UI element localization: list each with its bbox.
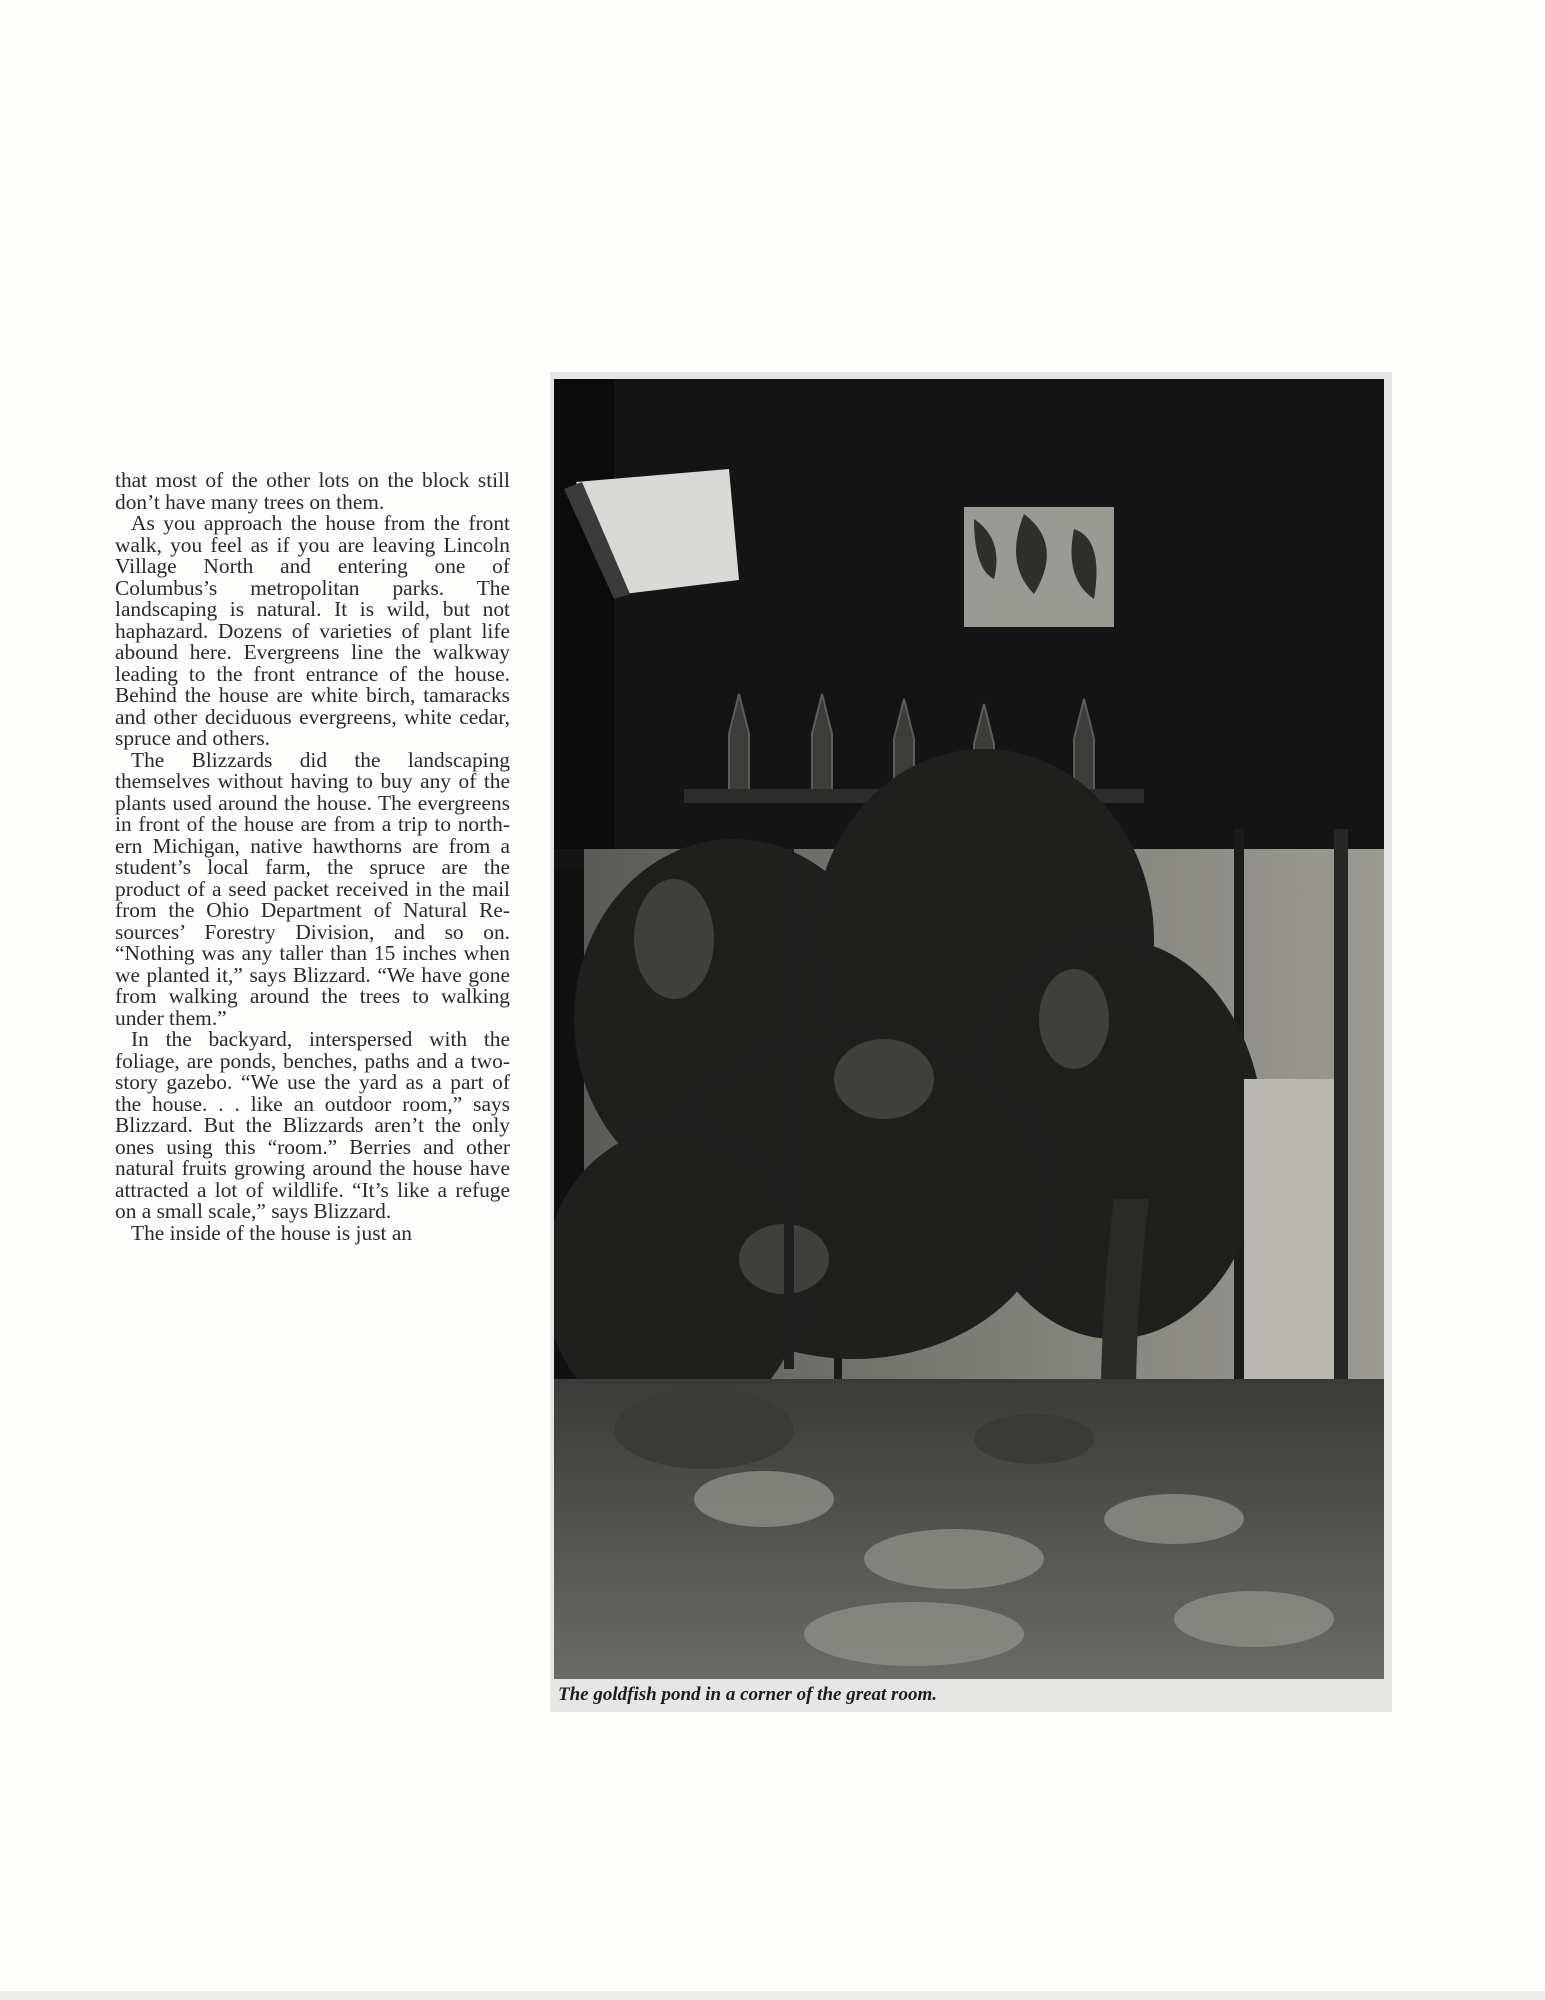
scan-edge bbox=[0, 1991, 1545, 2000]
figure bbox=[550, 372, 1392, 1712]
photograph-goldfish-pond bbox=[554, 379, 1384, 1679]
figure-caption: The goldfish pond in a corner of the great room. bbox=[558, 1684, 937, 1705]
article-paragraph-2: As you approach the house from the front walk, you feel as if you are leaving Lincoln Village North and entering one of Columbus’s metropolitan parks. The landscaping is natural. It is wild, but not haphazard. Dozens of varieties of plant life abound here. Evergreens line the walkway leading to the front entrance of the house. Behind the house are white birch, tamaracks and other deciduous evergreens, white cedar, spruce and others. bbox=[115, 511, 510, 750]
article-column bbox=[115, 470, 510, 1244]
article-paragraph-3: The Blizzards did the landscaping themselves without having to buy any of the plants used around the house. The evergreens in front of the house are from a trip to northern Michigan, native hawthorns are from a student’s local farm, the spruce are the product of a seed packet received in the mail from the Ohio Department of Natural Resources’ Forestry Division, and so on. “Nothing was any taller than 15 inches when we planted it,” says Blizzard. “We have gone from walking around the trees to walking under them.” bbox=[115, 747, 510, 1030]
article-paragraph-4: In the backyard, interspersed with the foliage, are ponds, benches, paths and a two-story gazebo. “We use the yard as a part of the house. . . like an outdoor room,” says Blizzard. But the Blizzards aren’t the only ones using this “room.” Berries and other natural fruits growing around the house have attracted a lot of wildlife. “It’s like a refuge on a small scale,” says Blizzard. bbox=[115, 1027, 510, 1223]
article-paragraph-1: that most of the other lots on the block still don’t have many trees on them. bbox=[115, 468, 510, 514]
article-paragraph-5: The inside of the house is just an bbox=[131, 1220, 413, 1245]
